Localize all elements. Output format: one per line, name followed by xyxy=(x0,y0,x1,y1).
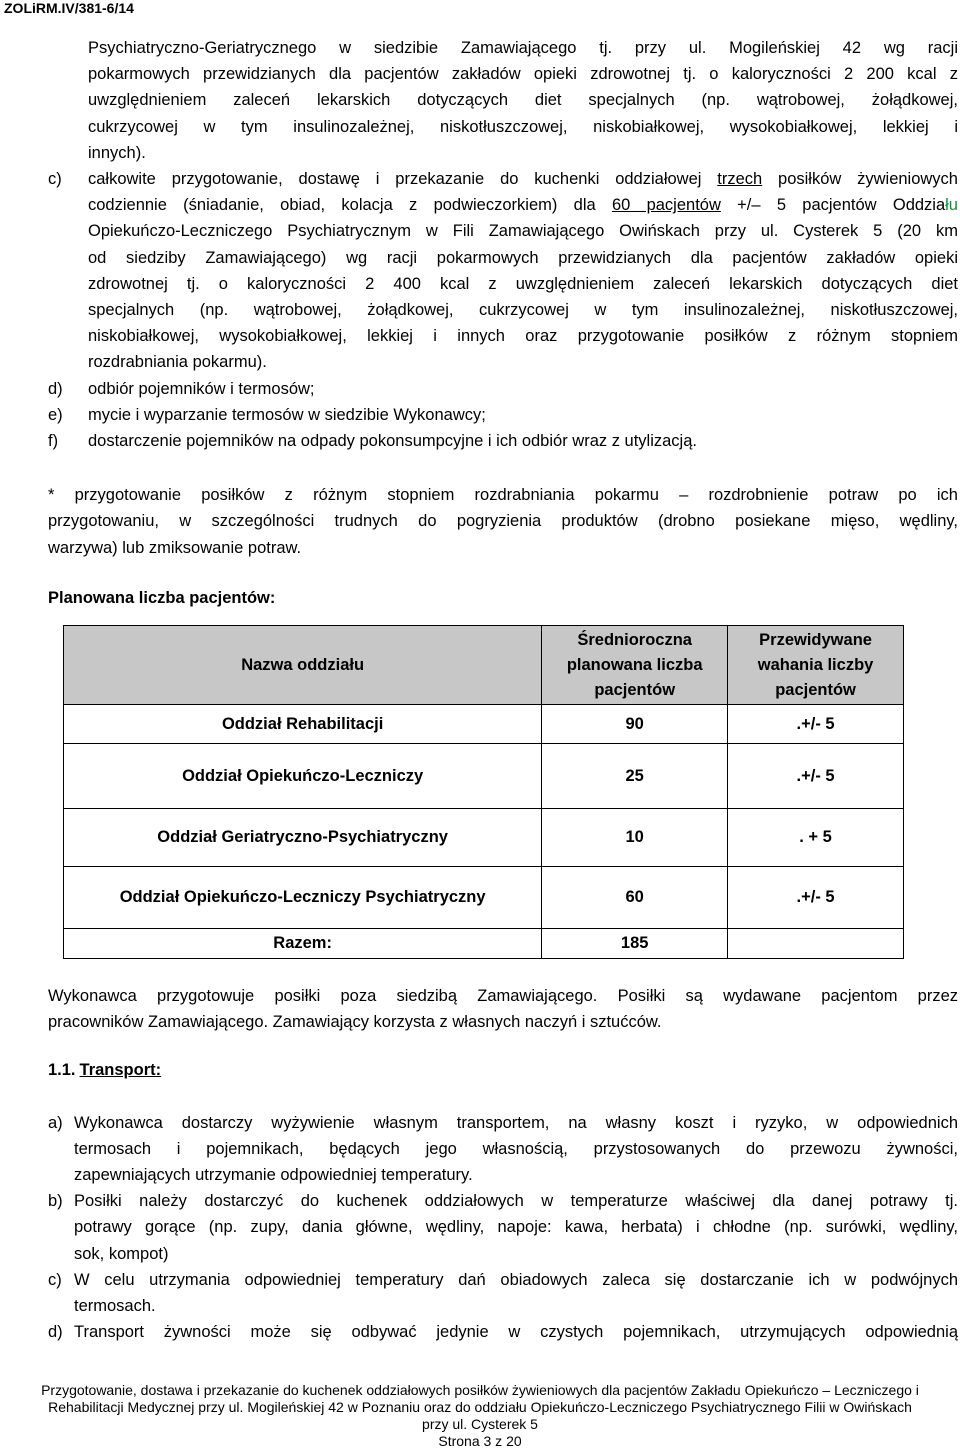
ward-name: Oddział Rehabilitacji xyxy=(64,705,542,744)
ward-name: Oddział Opiekuńczo-Leczniczy xyxy=(64,744,542,809)
table-row xyxy=(64,744,904,809)
text-line: codziennie (śniadanie, obiad, kolacja z podwieczorkiem) dla 60 pacjentów +/– 5 pacjentów Oddziału xyxy=(88,196,958,215)
text-line: mycie i wyparzanie termosów w siedzibie Wykonawcy; xyxy=(88,405,486,424)
list-marker: e) xyxy=(48,405,63,424)
ward-avg: 10 xyxy=(542,809,728,867)
list-marker: b) xyxy=(48,1192,63,1211)
list-marker: c) xyxy=(48,1270,62,1289)
page-footer xyxy=(0,1382,960,1450)
transport-item-d xyxy=(48,1319,958,1345)
text-line: termosach. xyxy=(74,1297,156,1316)
list-marker: d) xyxy=(48,379,63,398)
table-row xyxy=(64,809,904,867)
spacer xyxy=(48,454,958,482)
text-line: potrawy gorące (np. zupy, dania główne, wędliny, napoje: kawa, herbata) i chłodne (np. surówki, wędliny, xyxy=(74,1218,958,1237)
list-item-c xyxy=(48,166,958,376)
list-item-d xyxy=(48,376,958,402)
header-avg-patients: Średnioroczna planowana liczba pacjentów xyxy=(542,626,728,705)
executor-paragraph xyxy=(48,983,958,1035)
ward-name: Oddział Geriatryczno-Psychiatryczny xyxy=(64,809,542,867)
ward-range: . + 5 xyxy=(728,809,904,867)
text-line: odbiór pojemników i termosów; xyxy=(88,379,315,398)
text-line: całkowite przygotowanie, dostawę i przekazanie do kuchenki oddziałowej trzech posiłków żywieniowych xyxy=(88,170,958,189)
planned-patients-heading: Planowana liczba pacjentów: xyxy=(48,588,276,607)
table-row xyxy=(64,867,904,929)
header-fluctuation: Przewidywane wahania liczby pacjentów xyxy=(728,626,904,705)
text-line: W celu utrzymania odpowiedniej temperatury dań obiadowych zaleca się dostarczanie ich w podwójnych xyxy=(74,1270,958,1289)
text-line: specjalnych (np. wątrobowej, żołądkowej, cukrzycowej w tym insulinozależnej, niskotłuszczowej, xyxy=(88,301,958,320)
transport-item-b xyxy=(48,1188,958,1267)
table-row xyxy=(64,705,904,744)
header-ward-name: Nazwa oddziału xyxy=(64,626,542,705)
text-line: przygotowaniu, w szczególności trudnych do pogryzienia produktów (drobno posiekane mięso, wędliny, xyxy=(48,512,958,531)
text-line: Opiekuńczo-Leczniczego Psychiatrycznym w Fili Zamawiającego Owińskach przy ul. Cysterek 5 (20 km xyxy=(88,222,958,241)
total-value: 185 xyxy=(542,929,728,959)
item-b-continuation xyxy=(88,35,958,166)
text-line: termosach i pojemnikach, będących jego własnością, przystosowanych do przewozu żywności, xyxy=(74,1139,958,1158)
text-line: uwzględnieniem zaleceń lekarskich dotyczących diet specjalnych (np. wątrobowej, żołądkowej, xyxy=(88,91,958,110)
footnote-paragraph xyxy=(48,482,958,561)
ward-avg: 25 xyxy=(542,744,728,809)
text-line: Psychiatryczno-Geriatrycznego w siedzibie Zamawiającego tj. przy ul. Mogileńskiej 42 wg racji xyxy=(88,39,958,57)
ward-avg: 90 xyxy=(542,705,728,744)
list-item-e xyxy=(48,402,958,428)
spacer xyxy=(48,1035,958,1057)
ward-range: .+/- 5 xyxy=(728,705,904,744)
text-line: Wykonawca przygotowuje posiłki poza siedzibą Zamawiającego. Posiłki są wydawane pacjentom przez xyxy=(48,987,958,1006)
document-reference: ZOLiRM.IV/381-6/14 xyxy=(4,0,134,16)
text-line: dostarczenie pojemników na odpady pokonsumpcyjne i ich odbiór wraz z utylizacją. xyxy=(88,432,697,451)
section-heading xyxy=(48,1057,958,1083)
ward-name: Oddział Opiekuńczo-Leczniczy Psychiatryczny xyxy=(64,867,542,929)
tracked-change-text: łu xyxy=(945,196,958,215)
transport-item-a xyxy=(48,1110,958,1189)
ward-avg: 60 xyxy=(542,867,728,929)
text-line: Wykonawca dostarczy wyżywienie własnym transportem, na własny koszt i ryzyko, w odpowiednich xyxy=(74,1113,958,1132)
ward-range: .+/- 5 xyxy=(728,867,904,929)
text-line: Posiłki należy dostarczyć do kuchenek oddziałowych w temperaturze właściwej dla danej potrawy tj. xyxy=(74,1192,958,1211)
text-line: zapewniających utrzymanie odpowiedniej temperatury. xyxy=(74,1166,473,1185)
text-line: od siedziby Zamawiającego) wg racji pokarmowych przewidzianych dla pacjentów zakładów opieki xyxy=(88,248,958,267)
footer-line: Przygotowanie, dostawa i przekazanie do kuchenek oddziałowych posiłków żywieniowych dla pacjentów Zakładu Opiekuńczo – Leczniczego i xyxy=(41,1382,919,1398)
list-marker: f) xyxy=(48,432,59,451)
section-number: 1.1. xyxy=(48,1061,76,1080)
spacer xyxy=(48,1084,958,1110)
text-line: Transport żywności może się odbywać jedynie w czystych pojemnikach, utrzymujących odpowiednią xyxy=(74,1323,958,1342)
underlined-trzech: trzech xyxy=(717,170,763,189)
spacer xyxy=(48,959,958,983)
text-line: warzywa) lub zmiksowanie potraw. xyxy=(48,538,302,557)
text-line: zdrowotnej tj. o kaloryczności 2 400 kcal z uwzględnieniem zaleceń lekarskich dotyczących diet xyxy=(88,274,958,293)
document-body xyxy=(48,35,958,1346)
text-line: rozdrabniania pokarmu). xyxy=(88,353,267,372)
text-line: innych). xyxy=(88,143,146,162)
text-line: pracowników Zamawiającego. Zamawiający korzysta z własnych naczyń i sztućców. xyxy=(48,1013,662,1032)
footer-line: Rehabilitacji Medycznej przy ul. Mogileńskiej 42 w Poznaniu oraz do oddziału Opiekuńczo-Leczniczego Psychiatrycznego Filii w Owińskach xyxy=(48,1399,912,1415)
spacer xyxy=(48,561,958,585)
page-number: Strona 3 z 20 xyxy=(438,1433,522,1449)
list-marker: a) xyxy=(48,1113,63,1132)
text-line: pokarmowych przewidzianych dla pacjentów zakładów opieki zdrowotnej tj. o kaloryczności 2 200 kcal z xyxy=(88,65,958,84)
footer-line: przy ul. Cysterek 5 xyxy=(422,1416,538,1432)
ward-range: .+/- 5 xyxy=(728,744,904,809)
underlined-patients: 60 pacjentów xyxy=(611,196,721,215)
text-line: * przygotowanie posiłków z różnym stopniem rozdrabniania pokarmu – rozdrobnienie potraw po ich xyxy=(48,486,958,505)
list-marker: c) xyxy=(48,170,62,189)
text-line: niskobiałkowej, wysokobiałkowej, lekkiej i innych oraz przygotowanie posiłków z różnym stopniem xyxy=(88,327,958,346)
table-total-row xyxy=(64,929,904,959)
list-item-f xyxy=(48,428,958,454)
text-line: cukrzycowej w tym insulinozależnej, niskotłuszczowej, niskobiałkowej, wysokobiałkowej, lekkiej i xyxy=(88,117,958,136)
section-title: Transport: xyxy=(79,1061,162,1080)
table-header-row xyxy=(64,626,904,705)
patients-table xyxy=(63,625,904,959)
list-marker: d) xyxy=(48,1323,63,1342)
text-line: sok, kompot) xyxy=(74,1244,169,1263)
transport-item-c xyxy=(48,1267,958,1319)
total-empty xyxy=(728,929,904,959)
total-label: Razem: xyxy=(64,929,542,959)
